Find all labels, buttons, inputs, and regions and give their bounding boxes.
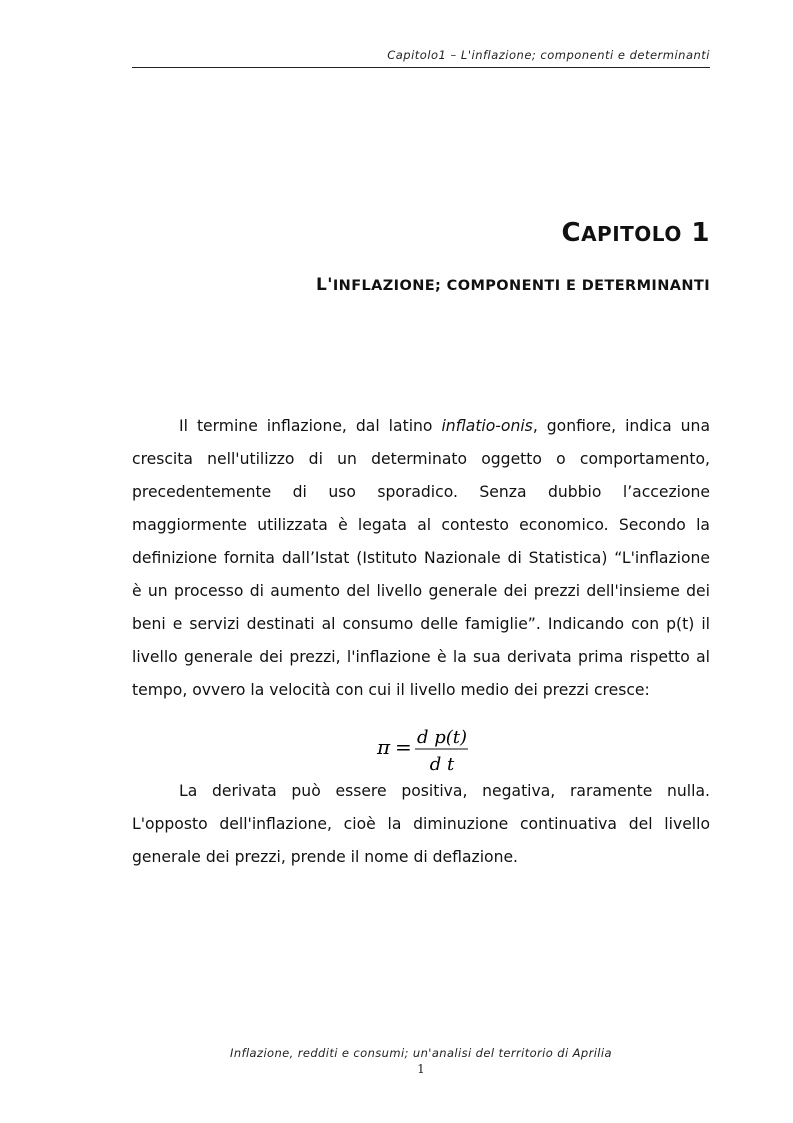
footer-book-title: Inflazione, redditi e consumi; un'analisi del territorio di Aprilia	[230, 1046, 612, 1060]
paragraph-1-rest: , gonfiore, indica una crescita nell'utilizzo di un determinato oggetto o comportamento, precedentemente di uso sporadico. Senza dubbio l’accezione maggiormente utilizzata è legata al contesto economico. Secondo la definizione fornita dall’Istat (Istituto Nazionale di Statistica) “L'inflazione è un processo di aumento del livello generale dei prezzi dell'insieme dei beni e servizi destinati al consumo delle famiglie”. Indicando con p(t) il livello generale dei prezzi, l'inflazione è la sua derivata prima rispetto al tempo, ovvero la velocità con cui il livello medio dei prezzi cresce:	[132, 417, 710, 699]
chapter-label-lead: C	[561, 218, 582, 248]
body-text	[132, 410, 710, 874]
header-rule	[132, 67, 710, 68]
running-header: Capitolo1 – L'inflazione; componenti e determinanti	[387, 48, 710, 62]
chapter-title-text: INFLAZIONE; COMPONENTI E DETERMINANTI	[332, 278, 710, 294]
page-number: 1	[417, 1062, 425, 1076]
equation	[132, 709, 710, 775]
equation-denominator: d t	[429, 754, 455, 775]
equation-svg	[132, 709, 710, 775]
chapter-number: 1	[691, 218, 710, 248]
equation-equals: =	[395, 735, 412, 759]
chapter-label-rest: APITOLO	[581, 222, 682, 246]
chapter-title-lead: L'	[316, 275, 333, 295]
paragraph-1-start: Il termine inflazione, dal latino	[179, 417, 442, 435]
chapter-label	[132, 218, 710, 248]
equation-numerator: d p(t)	[416, 727, 468, 748]
equation-lhs: π	[377, 735, 391, 759]
paragraph-1-latin-term: inflatio-onis	[441, 417, 533, 435]
chapter-title	[132, 275, 710, 295]
paragraph-1	[132, 410, 710, 707]
paragraph-2: La derivata può essere positiva, negativa, raramente nulla. L'opposto dell'inflazione, cioè la diminuzione continuativa del livello generale dei prezzi, prende il nome di deflazione.	[132, 782, 710, 866]
